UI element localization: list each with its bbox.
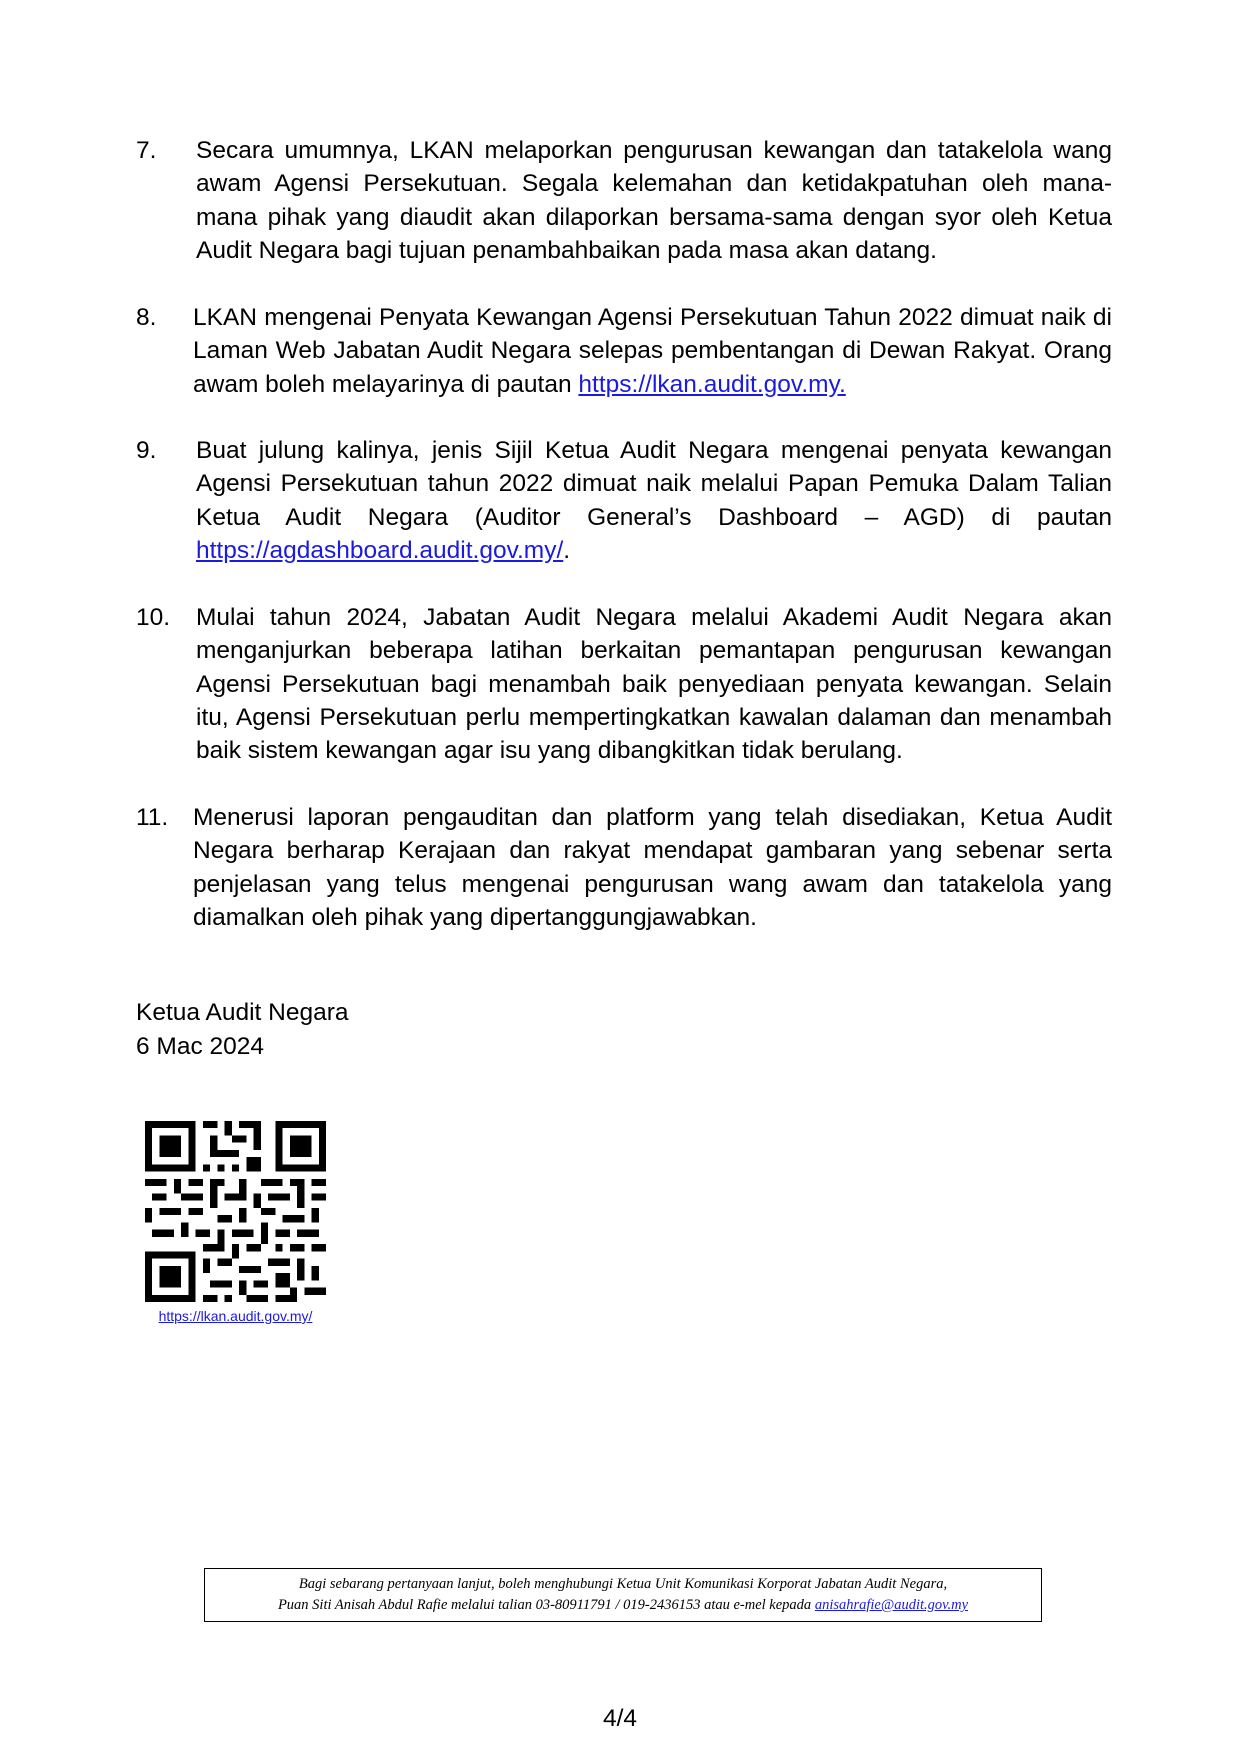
paragraph-body: Buat julung kalinya, jenis Sijil Ketua Audit Negara mengenai penyata kewangan Agensi Persekutuan tahun 2022 dimuat naik melalui Papan Pemuka Dalam Talian Ketua Audit Negara (Auditor General’s Dashboard – AGD) di pautan (196, 437, 1112, 531)
signature-date: 6 Mac 2024 (136, 1033, 265, 1060)
paragraph-9 (136, 434, 1112, 567)
contact-email-link[interactable]: anisahrafie@audit.gov.my (814, 1597, 969, 1613)
paragraph-11 (136, 801, 1112, 934)
signature-block (136, 996, 349, 1064)
paragraph-body: LKAN mengenai Penyata Kewangan Agensi Persekutuan Tahun 2022 dimuat naik di Laman Web Jabatan Audit Negara selepas pembentangan di Dewan Rakyat. Orang awam boleh melayarinya di pautan (193, 304, 1112, 398)
qr-finder-top-right (275, 1121, 326, 1172)
contact-box (204, 1568, 1042, 1622)
lkan-link[interactable]: https://lkan.audit.gov.my. (578, 370, 846, 398)
contact-line-2-text: Puan Siti Anisah Abdul Rafie melalui talian 03-80911791 / 019-2436153 atau e-mel kepada (277, 1597, 815, 1613)
paragraph-suffix: . (563, 536, 571, 564)
paragraph-text: Secara umumnya, LKAN melaporkan pengurusan kewangan dan tatakelola wang awam Agensi Persekutuan. Segala kelemahan dan ketidakpatuhan oleh mana-mana pihak yang diaudit akan dilaporkan bersama-sama dengan syor oleh Ketua Audit Negara bagi tujuan penambahbaikan pada masa akan datang. (196, 137, 1112, 264)
paragraph-text: Menerusi laporan pengauditan dan platform yang telah disediakan, Ketua Audit Negara berharap Kerajaan dan rakyat mendapat gambaran yang sebenar serta penjelasan yang telus mengenai pengurusan wang awam dan tatakelola yang diamalkan oleh pihak yang dipertanggungjawabkan. (193, 804, 1112, 931)
qr-finder-bottom-left (145, 1251, 196, 1302)
contact-line-2 (205, 1595, 1041, 1616)
paragraph-number: 9. (136, 437, 157, 464)
paragraph-number: 11. (136, 804, 169, 831)
paragraph-text: Mulai tahun 2024, Jabatan Audit Negara melalui Akademi Audit Negara akan menganjurkan beberapa latihan berkaitan pemantapan pengurusan kewangan Agensi Persekutuan bagi menambah baik penyediaan penyata kewangan. Selain itu, Agensi Persekutuan perlu mempertingkatkan kawalan dalaman dan menambah baik sistem kewangan agar isu yang dibangkitkan tidak berulang. (196, 604, 1112, 765)
qr-caption-link[interactable]: https://lkan.audit.gov.my/ (158, 1308, 313, 1324)
paragraph-text (193, 301, 1112, 401)
contact-line-1: Bagi sebarang pertanyaan lanjut, boleh menghubungi Ketua Unit Komunikasi Korporat Jabatan Audit Negara, (298, 1576, 948, 1592)
paragraph-7 (136, 134, 1112, 267)
page-number: 4/4 (602, 1705, 638, 1732)
paragraph-number: 8. (136, 304, 157, 331)
paragraph-8 (136, 301, 1112, 401)
paragraph-text (196, 434, 1112, 567)
paragraph-10 (136, 601, 1112, 767)
paragraph-number: 10. (136, 604, 171, 631)
agdashboard-link[interactable]: https://agdashboard.audit.gov.my/ (196, 536, 564, 564)
signatory-title: Ketua Audit Negara (136, 999, 349, 1026)
paragraph-number: 7. (136, 137, 157, 164)
qr-code (145, 1121, 326, 1302)
qr-finder-top-left (145, 1121, 196, 1172)
